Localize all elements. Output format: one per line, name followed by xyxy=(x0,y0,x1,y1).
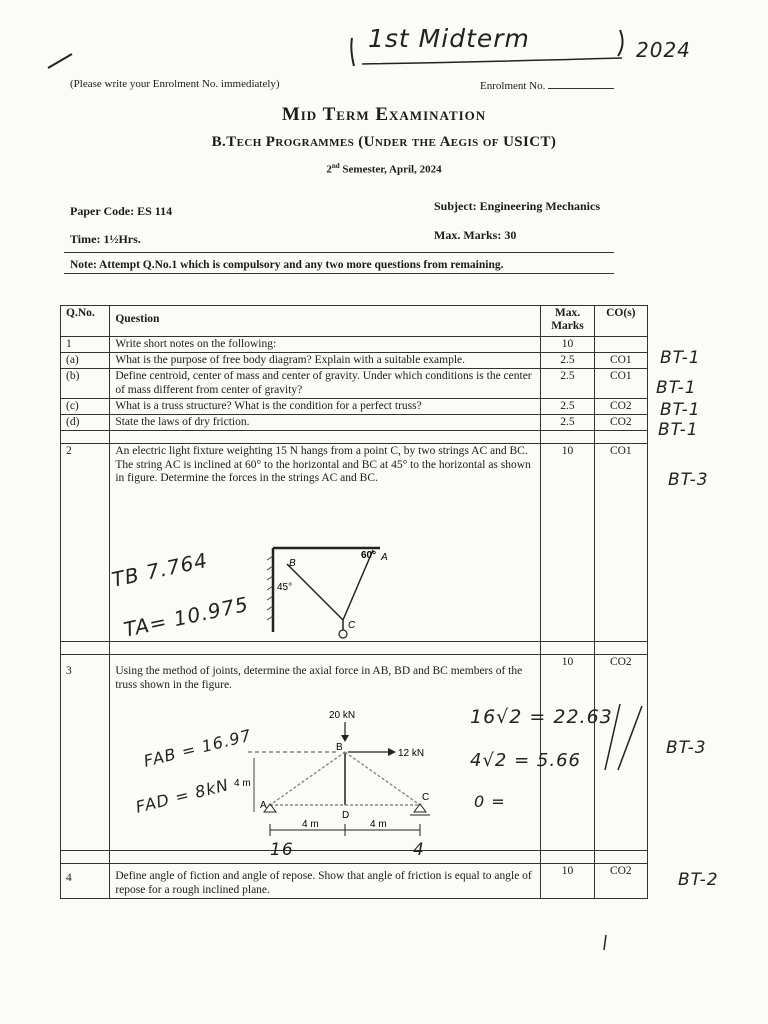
q2-figure xyxy=(255,540,395,640)
co: CO2 xyxy=(594,398,647,414)
qno: (d) xyxy=(61,415,110,431)
header-co: CO(s) xyxy=(594,306,647,337)
marks: 2.5 xyxy=(541,353,594,369)
question-text: Write short notes on the following: xyxy=(110,337,541,353)
bt-annotation: BT-1 xyxy=(660,400,701,420)
qno: 2 xyxy=(61,444,110,642)
question-2-text: An electric light fixture weighting 15 N hangs from a point C, by two strings AC and BC. The string AC is inclined at 60° to the horizontal and BC at 45° to the horizontal as shown in figure. Determine the forces in the strings AC and BC. xyxy=(115,445,531,484)
qno: (a) xyxy=(61,353,110,369)
bt-annotation: BT-1 xyxy=(658,420,699,440)
string-bc xyxy=(287,564,343,620)
q3-calc-1: 16√2 = 22.63 xyxy=(470,706,613,728)
bt-annotation: BT-3 xyxy=(666,738,707,758)
year-annotation: 2024 xyxy=(636,38,691,62)
member-ab xyxy=(270,752,345,805)
bt-annotation: BT-1 xyxy=(660,348,701,368)
table-row xyxy=(61,398,648,414)
angle-60: 60° xyxy=(361,550,377,561)
dim-height: 4 m xyxy=(234,778,251,789)
header-question: Question xyxy=(110,306,541,337)
divider-bottom xyxy=(64,273,614,274)
subject: Subject: Engineering Mechanics xyxy=(434,199,600,213)
q3-fab-annotation: FAB = 16.97 xyxy=(141,725,254,771)
co: CO1 xyxy=(594,369,647,398)
label-b: B xyxy=(336,742,343,753)
table-row xyxy=(61,337,648,353)
q3-under-c: 4 xyxy=(413,840,425,860)
enrolment-note: (Please write your Enrolment No. immediately) xyxy=(70,78,280,90)
table-header-row xyxy=(61,306,648,337)
semester-line: 2nd Semester, April, 2024 xyxy=(326,162,442,176)
label-d: D xyxy=(342,810,350,821)
question-text: Define angle of fiction and angle of repose. Show that angle of friction is equal to angle of repose for a rough inclined plane. xyxy=(110,864,541,898)
light-fixture xyxy=(339,630,347,638)
dim-left: 4 m xyxy=(302,819,319,830)
question-text: Define centroid, center of mass and center of gravity. Under which conditions is the center of mass different from center of gravity? xyxy=(110,369,541,398)
qno: (c) xyxy=(61,398,110,414)
question-3-text: Using the method of joints, determine the axial force in AB, BD and BC members of the truss shown in the figure. xyxy=(115,665,523,691)
marks: 2.5 xyxy=(541,369,594,398)
q3-fad-annotation: FAD = 8kN xyxy=(133,775,231,817)
header-qno: Q.No. xyxy=(61,306,110,337)
label-b: B xyxy=(289,558,296,569)
bt-annotation: BT-1 xyxy=(656,378,697,398)
paper-code: Paper Code: ES 114 xyxy=(70,204,173,218)
question-text: What is the purpose of free body diagram? Explain with a suitable example. xyxy=(110,353,541,369)
marks: 10 xyxy=(541,864,594,898)
exam-title: Mid Term Examination xyxy=(281,104,487,125)
marks: 2.5 xyxy=(541,415,594,431)
question-text: State the laws of dry friction. xyxy=(110,415,541,431)
qno: 4 xyxy=(61,864,110,898)
co: CO1 xyxy=(594,353,647,369)
programme-title: B.Tech Programmes (Under the Aegis of USICT) xyxy=(211,134,557,150)
midterm-annotation: 1st Midterm xyxy=(368,24,530,53)
load-20kn: 20 kN xyxy=(328,710,356,721)
marks: 10 xyxy=(541,337,594,353)
label-a: A xyxy=(260,800,267,811)
angle-45: 45° xyxy=(277,582,293,593)
marks: 10 xyxy=(541,655,594,851)
label-c: C xyxy=(422,792,430,803)
marks: 2.5 xyxy=(541,398,594,414)
label-c: C xyxy=(348,620,356,631)
qno: (b) xyxy=(61,369,110,398)
question-text: What is a truss structure? What is the condition for a perfect truss? xyxy=(110,398,541,414)
table-row xyxy=(61,415,648,431)
bt-annotation: BT-2 xyxy=(678,870,719,890)
table-row xyxy=(61,353,648,369)
member-bc xyxy=(345,752,420,805)
table-row xyxy=(61,369,648,398)
q2-ta-annotation: TA= 10.975 xyxy=(121,591,251,642)
qno: 3 xyxy=(61,655,110,851)
load-12kn: 12 kN xyxy=(398,748,425,759)
q3-calc-3: 0 = xyxy=(474,792,506,811)
max-marks: Max. Marks: 30 xyxy=(434,228,517,242)
time: Time: 1½Hrs. xyxy=(70,232,141,246)
co: CO1 xyxy=(594,444,647,642)
co: CO2 xyxy=(594,864,647,898)
q2-tb-annotation: TB 7.764 xyxy=(109,547,210,592)
bt-annotation: BT-3 xyxy=(668,470,709,490)
label-a: A xyxy=(381,552,388,563)
q3-figure xyxy=(230,700,445,855)
divider-top xyxy=(64,252,614,253)
q3-under-a: 16 xyxy=(270,840,294,860)
dim-right: 4 m xyxy=(370,819,387,830)
enrolment-label: Enrolment No. xyxy=(480,80,614,92)
marks: 10 xyxy=(541,444,594,642)
q3-calc-2: 4√2 = 5.66 xyxy=(470,750,581,771)
co: CO2 xyxy=(594,655,647,851)
qno: 1 xyxy=(61,337,110,353)
table-row xyxy=(61,864,648,898)
header-marks: Max. Marks xyxy=(541,306,594,337)
co: CO2 xyxy=(594,415,647,431)
instruction-note: Note: Attempt Q.No.1 which is compulsory and any two more questions from remaining. xyxy=(70,259,504,271)
